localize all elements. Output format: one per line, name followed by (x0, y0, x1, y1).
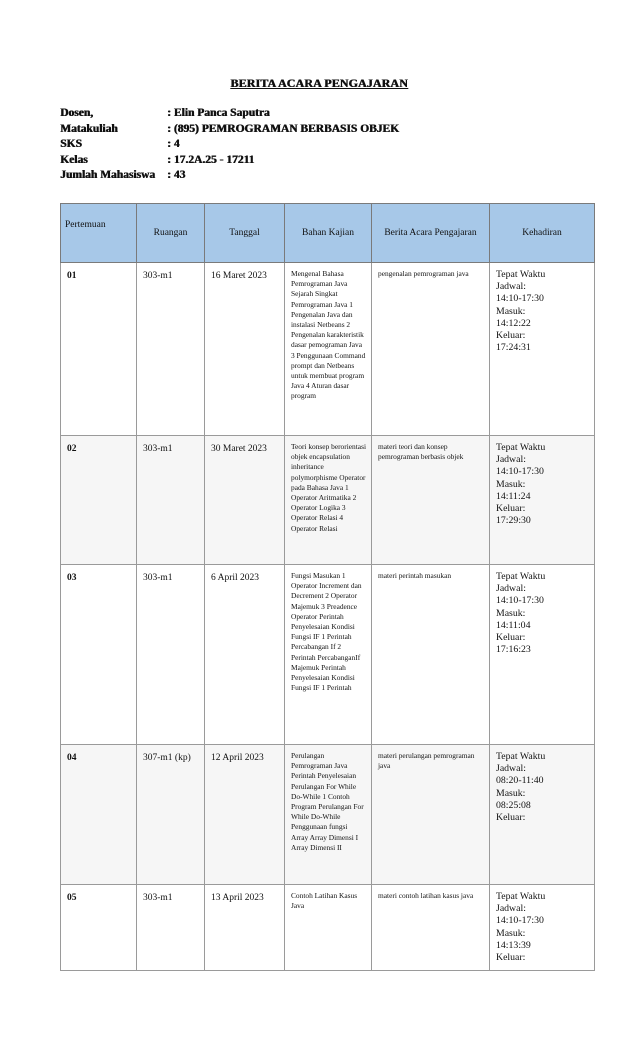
keluar-label: Keluar: (496, 632, 526, 644)
course-info (60, 106, 399, 184)
cell-bahan-kajian: Perulangan Pemrograman Java Perintah Penyelesaian Perulangan For While Do-While 1 Contoh Program Perulangan For While Do-While Penggunaan fungsi Array Array Dimensi I Array Dimensi II (285, 745, 372, 885)
info-value: : 17.2A.25 - 17211 (167, 153, 255, 166)
info-value: : 4 (167, 138, 180, 150)
cell-kehadiran (490, 885, 595, 971)
cell-ruangan: 303-m1 (137, 263, 205, 436)
masuk-value: 14:13:39 (496, 939, 531, 951)
info-row-jumlah-mahasiswa (60, 168, 399, 184)
info-row-sks (60, 137, 399, 153)
info-label: SKS (60, 138, 82, 150)
info-value: : (895) PEMROGRAMAN BERBASIS OBJEK (167, 122, 399, 135)
header-tanggal: Tanggal (205, 204, 285, 263)
kehadiran-status: Tepat Waktu (496, 571, 546, 582)
masuk-label: Masuk: (496, 607, 526, 619)
jadwal-value: 14:10-17:30 (496, 595, 544, 607)
kehadiran-status: Tepat Waktu (496, 269, 546, 280)
jadwal-label: Jadwal: (496, 281, 526, 293)
jadwal-value: 14:10-17:30 (496, 293, 544, 305)
cell-berita-acara: materi teori dan konsep pemrograman berbasis objek (372, 436, 490, 565)
jadwal-label: Jadwal: (496, 583, 526, 595)
cell-pertemuan: 02 (61, 436, 137, 565)
masuk-value: 14:11:24 (496, 490, 531, 502)
info-row-matakuliah (60, 122, 399, 138)
cell-tanggal: 30 Maret 2023 (205, 436, 285, 565)
cell-berita-acara: materi perintah masukan (372, 565, 490, 745)
cell-berita-acara: materi perulangan pemrograman java (372, 745, 490, 885)
attendance-table (60, 203, 595, 971)
table-row (61, 436, 595, 565)
info-label: Matakuliah (60, 122, 118, 135)
cell-berita-acara: pengenalan pemrograman java (372, 263, 490, 436)
jadwal-value: 14:10-17:30 (496, 915, 544, 927)
cell-kehadiran (490, 745, 595, 885)
cell-pertemuan: 05 (61, 885, 137, 971)
info-label: Dosen, (60, 107, 93, 119)
cell-tanggal: 13 April 2023 (205, 885, 285, 971)
info-row-dosen (60, 106, 399, 122)
table-row (61, 565, 595, 745)
masuk-label: Masuk: (496, 305, 526, 317)
info-label: Jumlah Mahasiswa (60, 169, 155, 181)
cell-pertemuan: 03 (61, 565, 137, 745)
jadwal-label: Jadwal: (496, 454, 526, 466)
header-pertemuan: Pertemuan (61, 204, 137, 263)
jadwal-label: Jadwal: (496, 763, 526, 775)
keluar-label: Keluar: (496, 812, 526, 824)
cell-pertemuan: 01 (61, 263, 137, 436)
cell-ruangan: 303-m1 (137, 436, 205, 565)
cell-bahan-kajian: Teori konsep berorientasi objek encapsulation inheritance polymorphisme Operator pada Bahasa Java 1 Operator Aritmatika 2 Operator Logika 3 Operator Relasi 4 Operator Relasi (285, 436, 372, 565)
cell-bahan-kajian: Contoh Latihan Kasus Java (285, 885, 372, 971)
masuk-label: Masuk: (496, 787, 526, 799)
header-ruangan: Ruangan (137, 204, 205, 263)
header-kehadiran: Kehadiran (490, 204, 595, 263)
table-row (61, 745, 595, 885)
keluar-label: Keluar: (496, 503, 526, 515)
masuk-value: 08:25:08 (496, 799, 531, 811)
table-row (61, 263, 595, 436)
info-value: : Elin Panca Saputra (167, 107, 270, 119)
jadwal-label: Jadwal: (496, 903, 526, 915)
cell-berita-acara: materi contoh latihan kasus java (372, 885, 490, 971)
kehadiran-status: Tepat Waktu (496, 751, 546, 762)
info-value: : 43 (167, 169, 186, 181)
cell-tanggal: 12 April 2023 (205, 745, 285, 885)
cell-tanggal: 16 Maret 2023 (205, 263, 285, 436)
masuk-label: Masuk: (496, 478, 526, 490)
cell-kehadiran (490, 263, 595, 436)
info-row-kelas (60, 153, 399, 169)
keluar-value: 17:29:30 (496, 515, 531, 527)
kehadiran-status: Tepat Waktu (496, 442, 546, 453)
cell-ruangan: 303-m1 (137, 565, 205, 745)
cell-ruangan: 307-m1 (kp) (137, 745, 205, 885)
table-row (61, 885, 595, 971)
cell-ruangan: 303-m1 (137, 885, 205, 971)
header-bahan-kajian: Bahan Kajian (285, 204, 372, 263)
keluar-value: 17:24:31 (496, 342, 531, 354)
cell-kehadiran (490, 436, 595, 565)
jadwal-value: 08:20-11:40 (496, 775, 544, 787)
masuk-value: 14:12:22 (496, 317, 531, 329)
cell-kehadiran (490, 565, 595, 745)
header-berita-acara: Berita Acara Pengajaran (372, 204, 490, 263)
cell-bahan-kajian: Fungsi Masukan 1 Operator Increment dan Decrement 2 Operator Majemuk 3 Preadence Operator Perintah Penyelesaian Kondisi Fungsi IF 1 Perintah Percabangan If 2 Perintah PercabanganIf Majemuk Perintah Penyelesaian Kondisi Fungsi IF 1 Perintah (285, 565, 372, 745)
cell-pertemuan: 04 (61, 745, 137, 885)
keluar-label: Keluar: (496, 330, 526, 342)
info-label: Kelas (60, 153, 88, 166)
kehadiran-status: Tepat Waktu (496, 891, 546, 902)
masuk-value: 14:11:04 (496, 619, 531, 631)
document-title: BERITA ACARA PENGAJARAN (230, 76, 408, 90)
table-header-row (61, 204, 595, 263)
keluar-label: Keluar: (496, 952, 526, 964)
jadwal-value: 14:10-17:30 (496, 466, 544, 478)
masuk-label: Masuk: (496, 927, 526, 939)
cell-tanggal: 6 April 2023 (205, 565, 285, 745)
cell-bahan-kajian: Mengenal Bahasa Pemrograman Java Sejarah Singkat Pemrograman Java 1 Pengenalan Java dan instalasi Netbeans 2 Pengenalan karakteristik dasar pemograman Java 3 Penggunaan Command prompt dan Netbeans untuk membuat program Java 4 Aturan dasar program (285, 263, 372, 436)
keluar-value: 17:16:23 (496, 644, 531, 656)
